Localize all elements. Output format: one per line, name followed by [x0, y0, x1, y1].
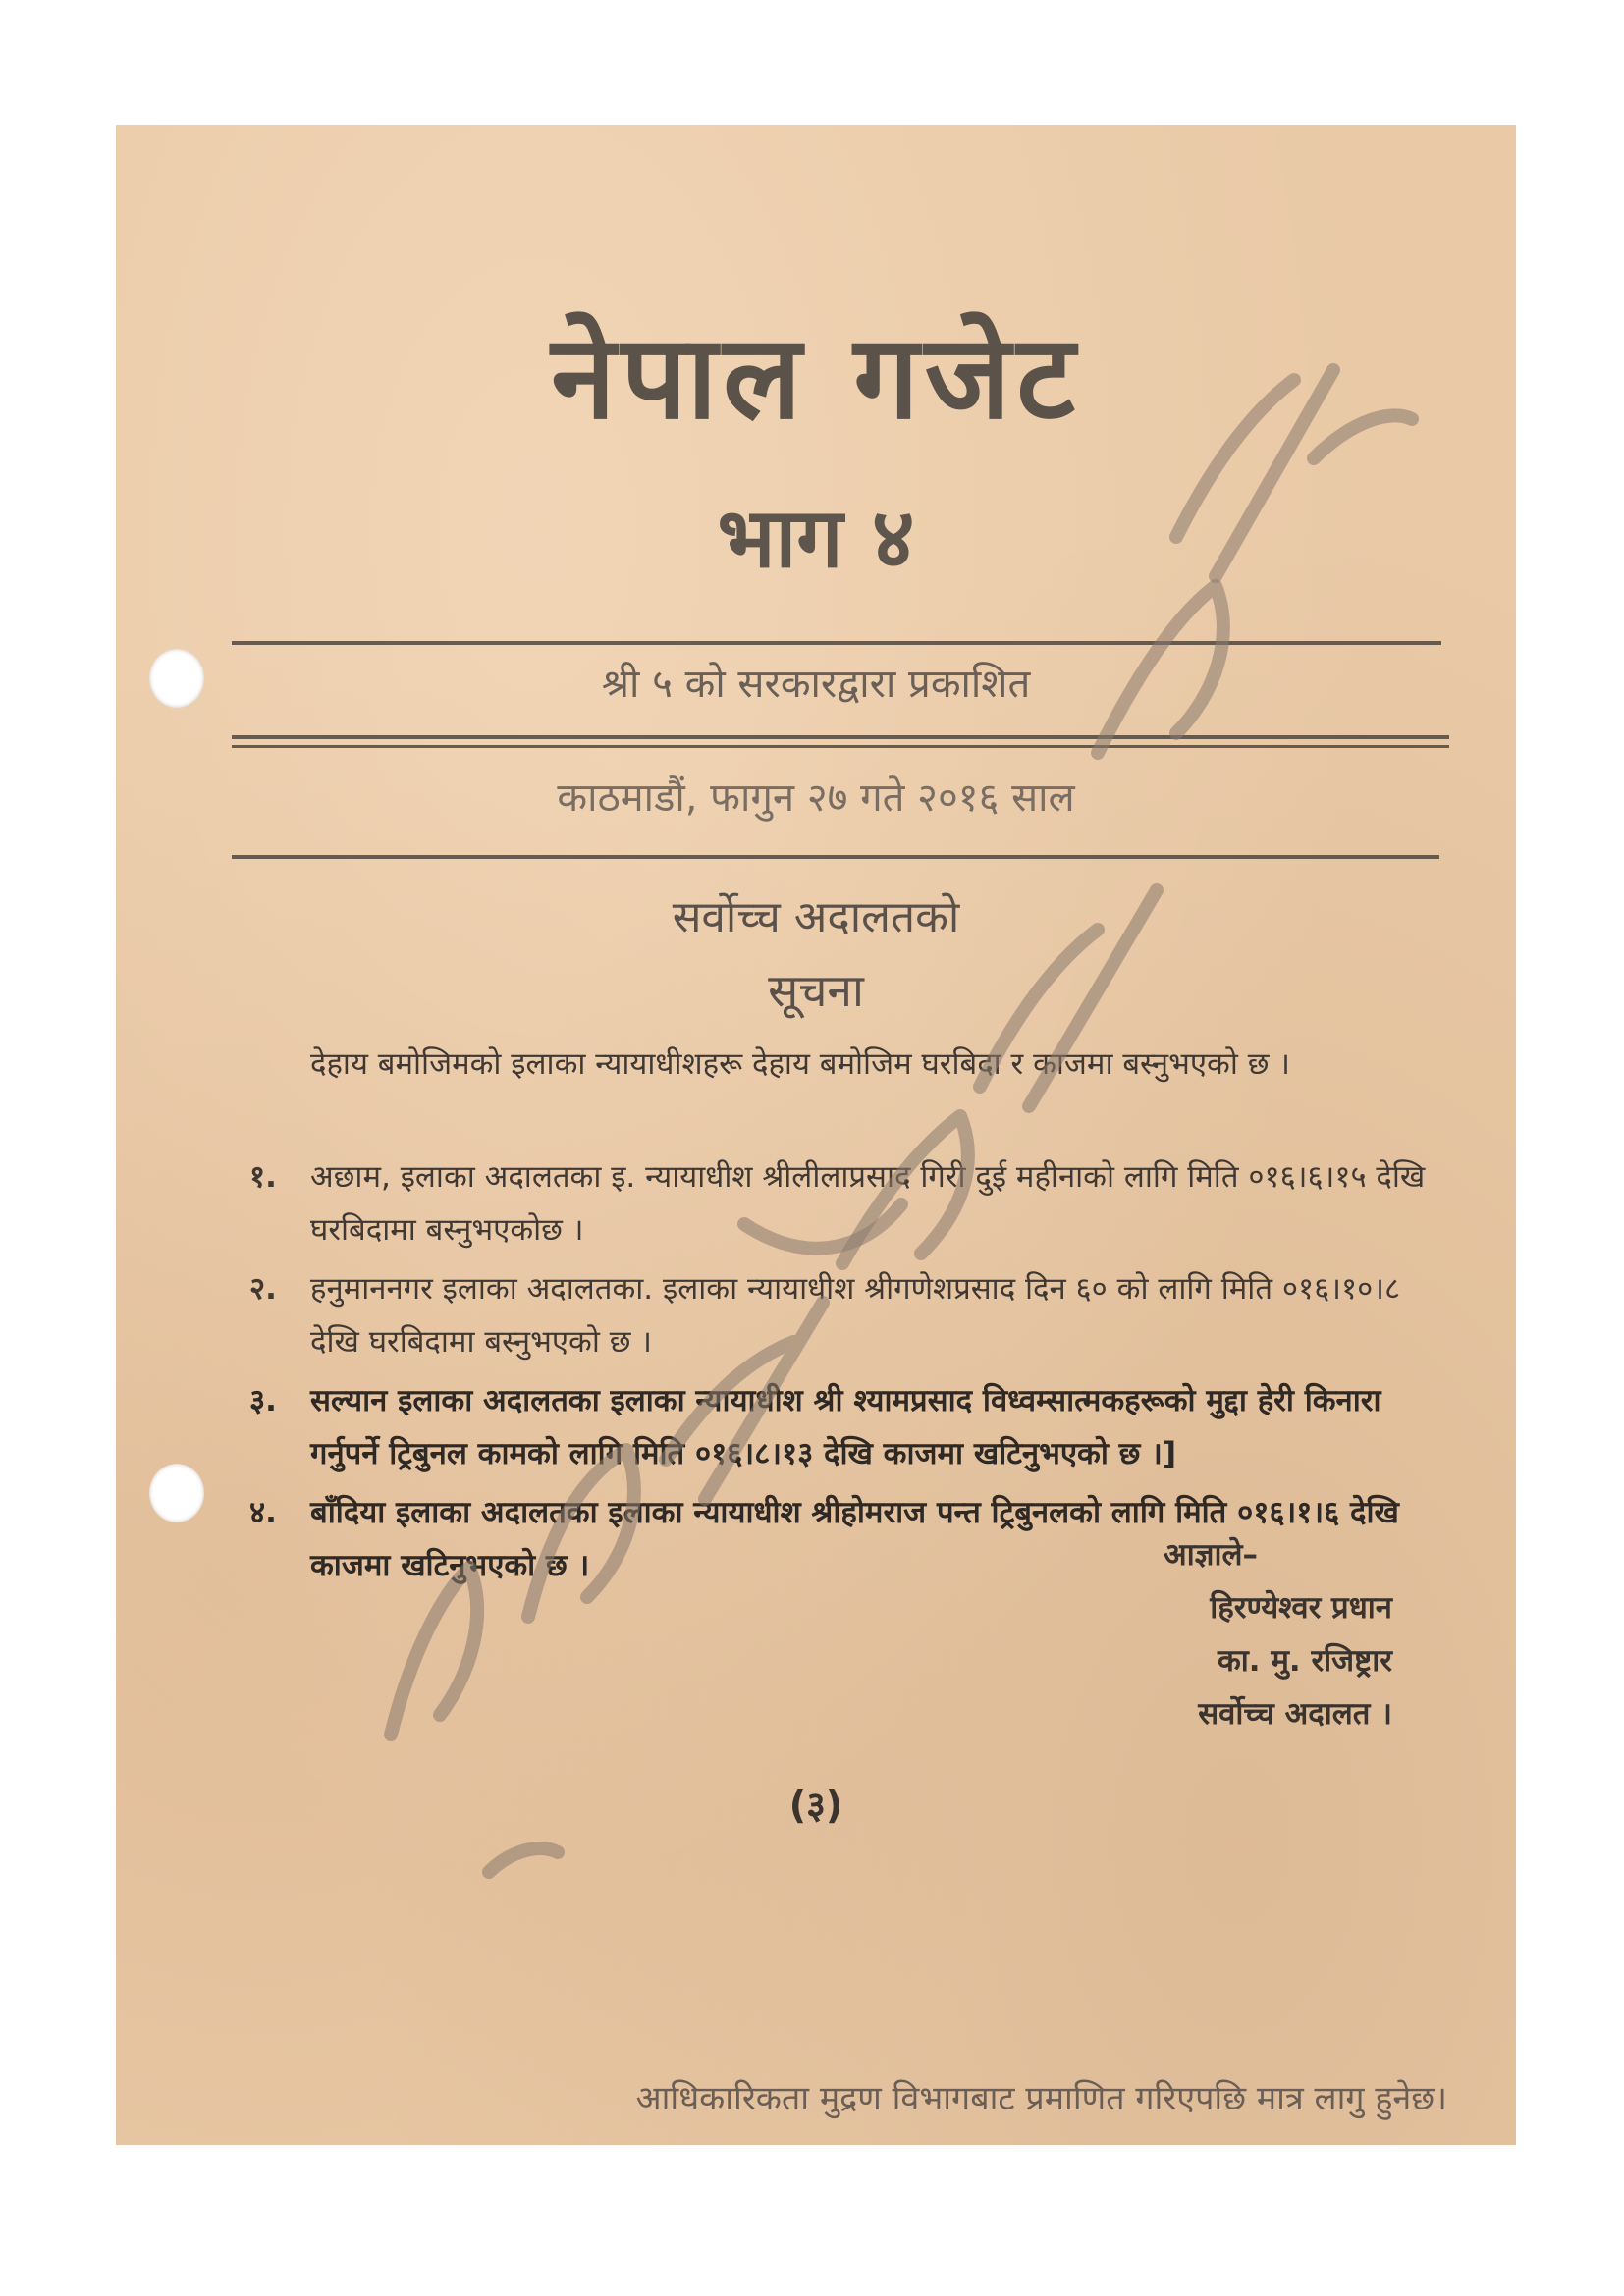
signature-order: आज्ञाले– — [1163, 1537, 1259, 1573]
divider-rule — [232, 745, 1449, 748]
notice-heading: सूचना — [768, 964, 864, 1017]
authenticity-footer: आधिकारिकता मुद्रण विभागबाट प्रमाणित गरिएपछि मात्र लागु हुनेछ। — [635, 2079, 1447, 2118]
signatory-name: हिरण्येश्वर प्रधान — [1210, 1590, 1392, 1626]
signatory-office: सर्वोच्च अदालत । — [1198, 1696, 1392, 1732]
punch-hole-bottom — [149, 1464, 204, 1522]
page-number: (३) — [788, 1784, 843, 1827]
list-item — [249, 1262, 1441, 1368]
court-name: सर्वोच्च अदालतको — [672, 892, 960, 942]
signatory-designation: का. मु. रजिष्ट्रार — [1217, 1643, 1392, 1679]
signature-block — [1000, 1528, 1392, 1740]
item-number: २. — [249, 1271, 277, 1307]
divider-rule — [232, 855, 1439, 859]
gazette-part: भाग ४ — [717, 490, 915, 586]
gazette-title: नेपाल गजेट — [551, 309, 1081, 445]
list-item — [249, 1374, 1441, 1480]
notice-intro: देहाय बमोजिमको इलाका न्यायाधीशहरू देहाय बमोजिम घरबिदा र काजमा बस्नुभएको छ । — [310, 1046, 1291, 1082]
dateline: काठमाडौं, फागुन २७ गते २०१६ साल — [557, 775, 1075, 821]
divider-rule — [232, 641, 1441, 645]
divider-rule — [232, 735, 1449, 739]
item-number: ४. — [249, 1495, 277, 1530]
list-item — [249, 1150, 1441, 1256]
item-text: हनुमाननगर इलाका अदालतका. इलाका न्यायाधीश श्रीगणेशप्रसाद दिन ६० को लागि मिति ०१६।१०।८ देखि घरबिदामा बस्नुभएको छ । — [310, 1271, 1401, 1360]
item-text: सल्यान इलाका अदालतका इलाका न्यायाधीश श्री श्यामप्रसाद विध्वम्सात्मकहरूको मुद्दा हेरी किनारा गर्नुपर्ने ट्रिबुनल कामको लागि मिति ०१६।८।१३ देखि काजमा खटिनुभएको छ ।] — [310, 1383, 1381, 1471]
item-text: अछाम, इलाका अदालतका इ. न्यायाधीश श्रीलीलाप्रसाद गिरी दुई महीनाको लागि मिति ०१६।६।१५ देखि घरबिदामा बस्नुभएकोछ । — [310, 1159, 1426, 1248]
publisher-line: श्री ५ को सरकारद्वारा प्रकाशित — [601, 662, 1031, 707]
item-text: बाँदिया इलाका अदालतका इलाका न्यायाधीश श्रीहोमराज पन्त ट्रिबुनलको लागि मिति ०१६।१।६ देखि काजमा खटिनुभएको छ । — [310, 1495, 1399, 1583]
item-number: १. — [249, 1159, 277, 1195]
item-number: ३. — [249, 1383, 277, 1418]
gazette-page — [116, 125, 1516, 2145]
